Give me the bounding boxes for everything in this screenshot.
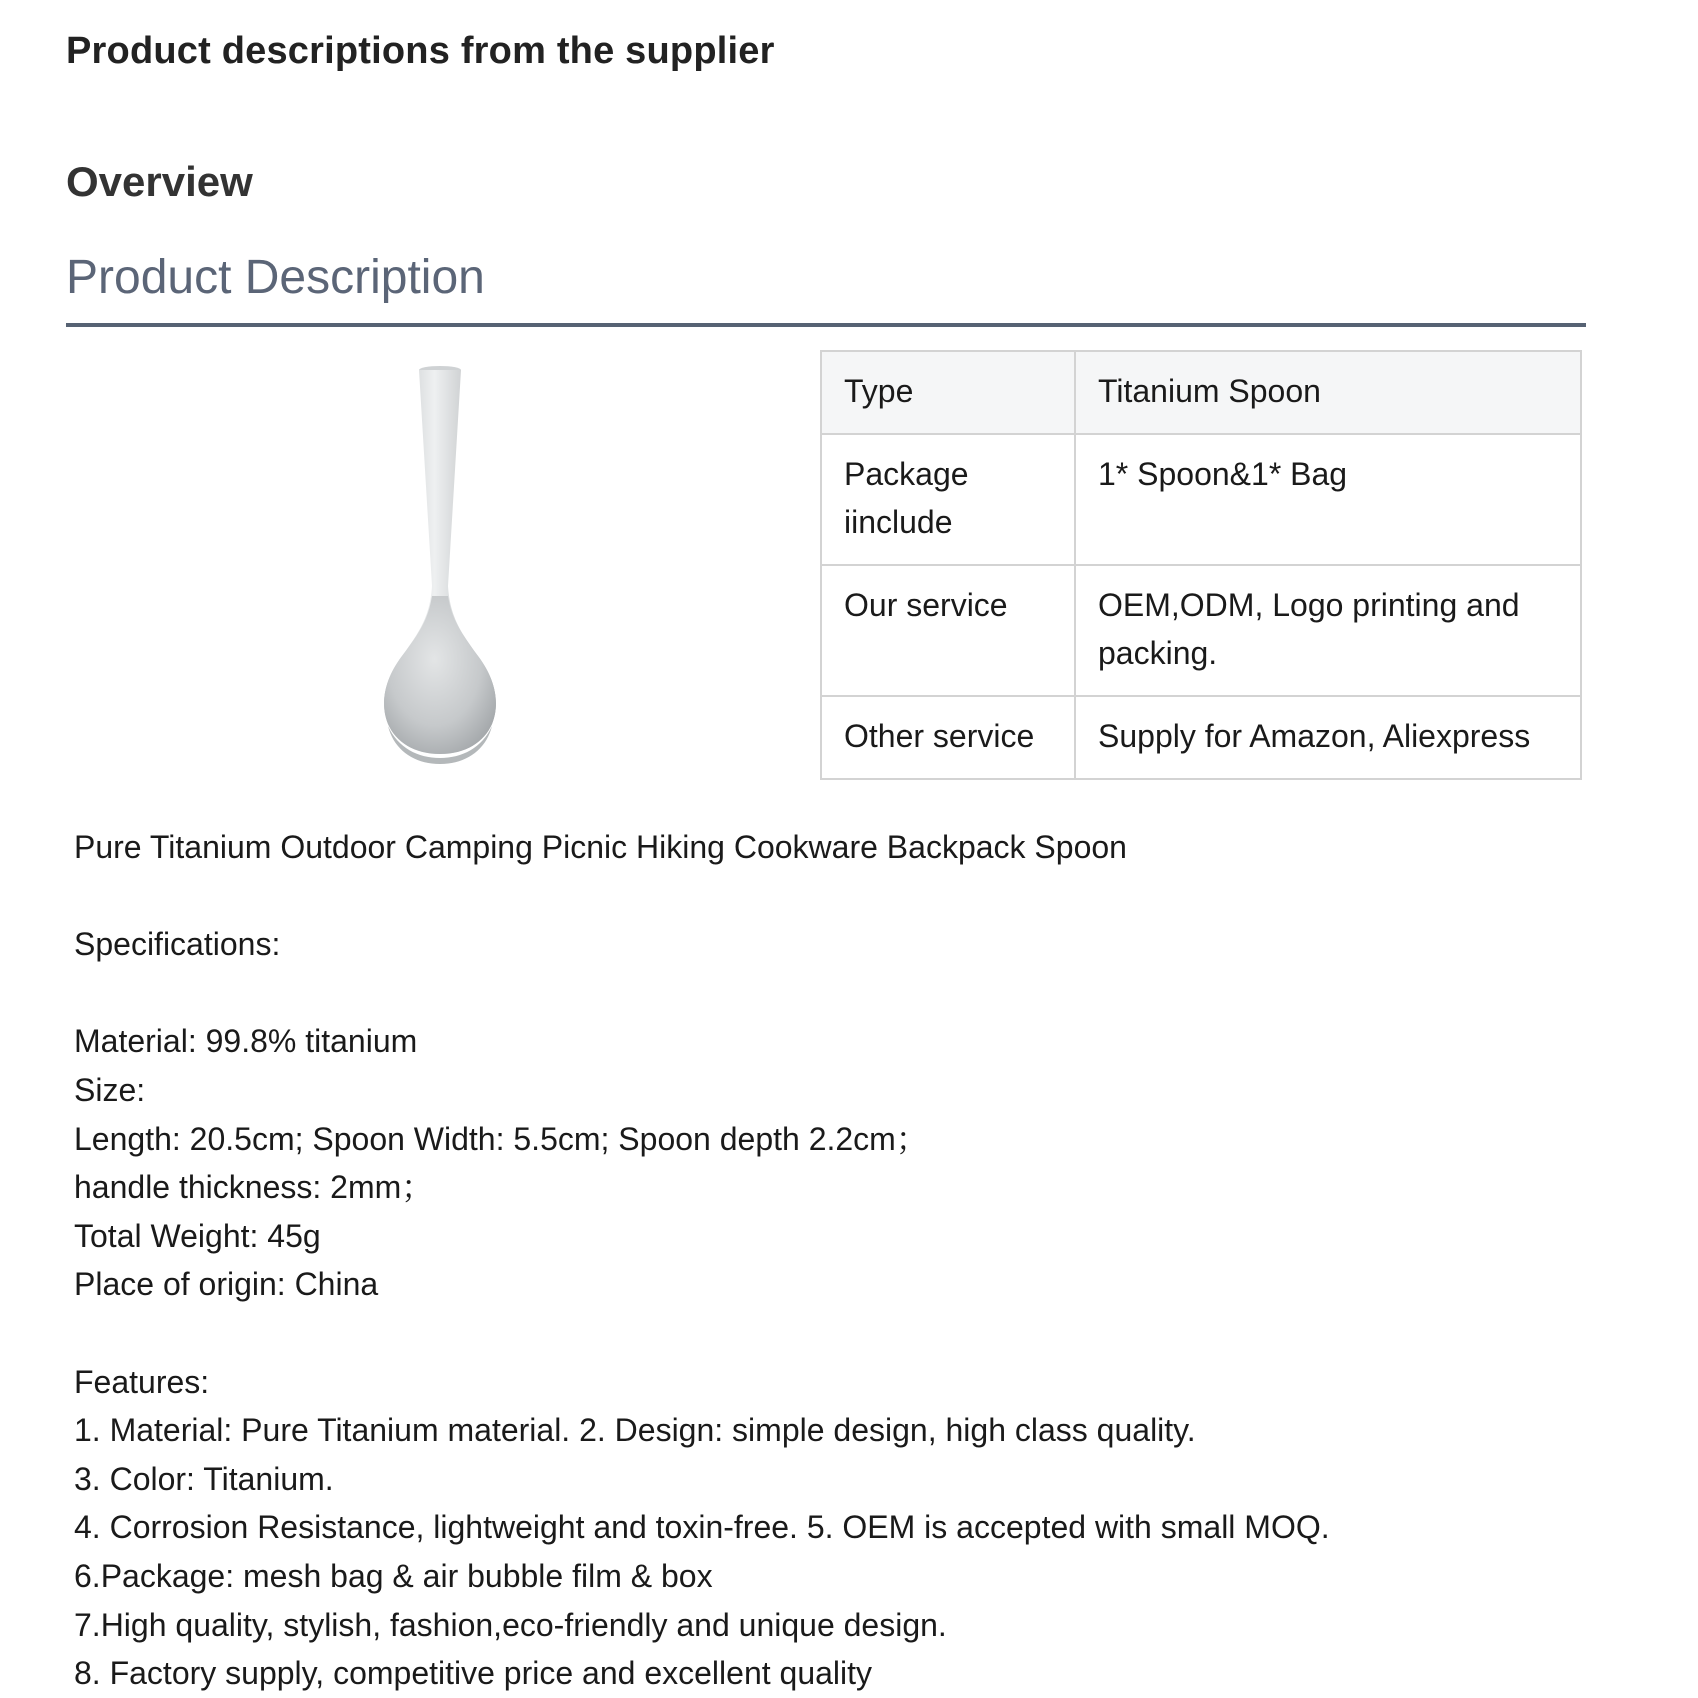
description-line: Pure Titanium Outdoor Camping Picnic Hiking Cookware Backpack Spoon bbox=[74, 829, 1127, 865]
description-line bbox=[74, 969, 1614, 1018]
product-description-title: Product Description bbox=[66, 251, 485, 304]
page-title: Product descriptions from the supplier bbox=[66, 30, 775, 72]
description-line: Length: 20.5cm; Spoon Width: 5.5cm; Spoon depth 2.2cm； bbox=[74, 1120, 928, 1157]
description-line: 6.Package: mesh bag & air bubble film & box bbox=[74, 1557, 713, 1594]
table-row bbox=[821, 565, 1581, 696]
description-line: Size: bbox=[74, 1071, 146, 1108]
spec-value: Supply for Amazon, Aliexpress bbox=[1075, 696, 1581, 779]
description-line: 8. Factory supply, competitive price and excellent quality bbox=[74, 1655, 873, 1692]
spec-key: Other service bbox=[821, 696, 1075, 779]
spec-value: OEM,ODM, Logo printing and packing. bbox=[1075, 565, 1581, 696]
description-line: Place of origin: China bbox=[74, 1266, 379, 1303]
spec-key: Package iinclude bbox=[821, 434, 1075, 565]
table-row bbox=[821, 696, 1581, 779]
description-line: Material: 99.8% titanium bbox=[74, 1023, 418, 1060]
description-line: 7.High quality, stylish, fashion,eco-friendly and unique design. bbox=[74, 1606, 947, 1643]
description-line: Features: bbox=[74, 1363, 210, 1400]
description-line: 1. Material: Pure Titanium material. 2. Design: simple design, high class quality. bbox=[74, 1412, 1196, 1449]
overview-heading: Overview bbox=[66, 158, 253, 205]
spec-value: 1* Spoon&1* Bag bbox=[1075, 434, 1581, 565]
section-divider bbox=[66, 323, 1586, 327]
spec-key: Type bbox=[821, 351, 1075, 434]
description-line: 3. Color: Titanium. bbox=[74, 1460, 334, 1497]
description-line: handle thickness: 2mm； bbox=[74, 1169, 434, 1206]
spec-value: Titanium Spoon bbox=[1075, 351, 1581, 434]
spec-key: Our service bbox=[821, 565, 1075, 696]
description-line bbox=[74, 1309, 1614, 1358]
titanium-spoon-image bbox=[300, 356, 600, 774]
description-line: 4. Corrosion Resistance, lightweight and toxin-free. 5. OEM is accepted with small MOQ. bbox=[74, 1509, 1330, 1546]
table-row bbox=[821, 434, 1581, 565]
description-line bbox=[74, 872, 1614, 921]
description-line: Specifications: bbox=[74, 926, 281, 963]
table-row bbox=[821, 351, 1581, 434]
spec-table bbox=[820, 350, 1582, 780]
product-description-text bbox=[74, 823, 1614, 1698]
description-line: Total Weight: 45g bbox=[74, 1217, 321, 1254]
